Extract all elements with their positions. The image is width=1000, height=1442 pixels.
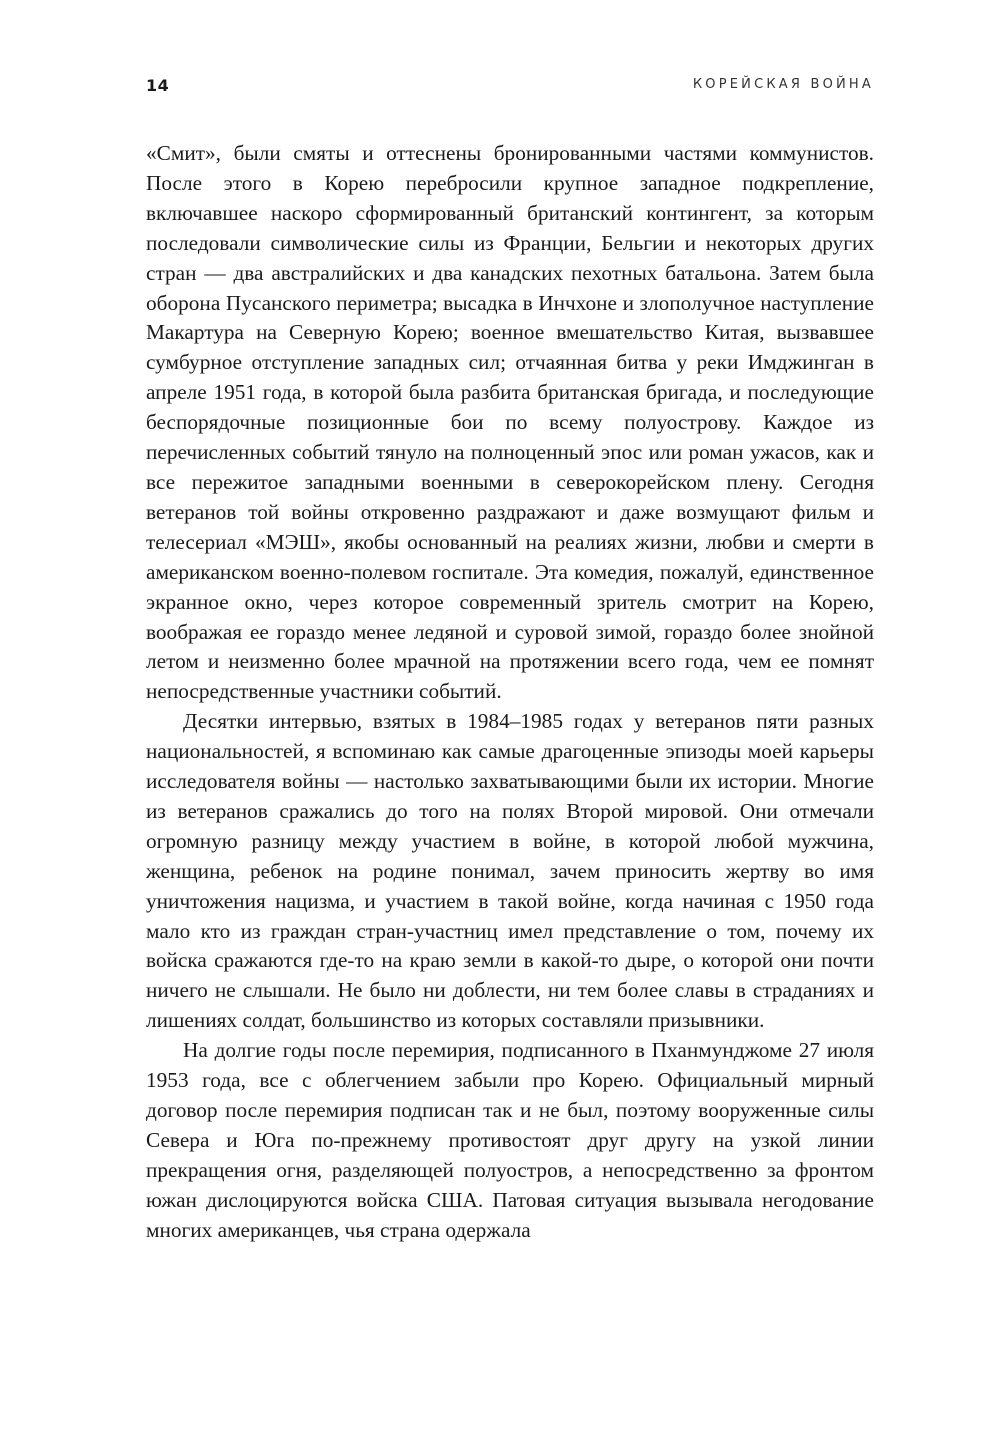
running-title: КОРЕЙСКАЯ ВОЙНА <box>692 77 874 92</box>
paragraph: На долгие годы после перемирия, подписанного в Пханмунджоме 27 июля 1953 года, все с облегчением забыли про Корею. Официальный мирный договор после перемирия подписан так и не был, поэтому вооруженные силы Севера и Юга по-прежнему противостоят друг другу на узкой линии прекращения огня, разделяющей полуостров, а непосредственно за фронтом южан дислоцируются войска США. Патовая ситуация вызывала негодование многих американцев, чья страна одержала <box>146 1038 874 1242</box>
paragraph-continuation: «Смит», были смяты и оттеснены бронированными частями коммунистов. После этого в Корею перебросили крупное западное подкрепление, включавшее наскоро сформированный британский контингент, за которым последовали символические силы из Франции, Бельгии и некоторых других стран — два австралийских и два канадских пехотных батальона. Затем была оборона Пусанского периметра; высадка в Инчхоне и злополучное наступление Макартура на Северную Корею; военное вмешательство Китая, вызвавшее сумбурное отступление западных сил; отчаянная битва у реки Имджинган в апреле 1951 года, в которой была разбита британская бригада, и последующие беспорядочные позиционные бои по всему полуострову. Каждое из перечисленных событий тянуло на полноценный эпос или роман ужасов, как и все пережитое западными военными в северокорейском плену. Сегодня ветеранов той войны откровенно раздражают и даже возмущают фильм и телесериал «МЭШ», якобы основанный на реалиях жизни, любви и смерти в американском военно-полевом госпитале. Эта комедия, пожалуй, единственное экранное окно, через которое современный зритель смотрит на Корею, воображая ее гораздо менее ледяной и суровой зимой, гораздо более знойной летом и неизменно более мрачной на протяжении всего года, чем ее помнят непосредственные участники событий. <box>146 141 874 704</box>
page-number: 14 <box>146 76 170 95</box>
body-text <box>146 139 874 1246</box>
paragraph: Десятки интервью, взятых в 1984–1985 годах у ветеранов пяти разных национальностей, я вспоминаю как самые драгоценные эпизоды моей карьеры исследователя войны — настолько захватывающими были их истории. Многие из ветеранов сражались до того на полях Второй мировой. Они отмечали огромную разницу между участием в войне, в которой любой мужчина, женщина, ребенок на родине понимал, зачем приносить жертву во имя уничтожения нацизма, и участием в такой войне, когда начиная с 1950 года мало кто из граждан стран-участниц имел представление о том, почему их войска сражаются где-то на краю земли в какой-то дыре, о которой они почти ничего не слышали. Не было ни доблести, ни тем более славы в страданиях и лишениях солдат, большинство из которых составляли призывники. <box>146 709 874 1033</box>
page-header <box>146 76 874 102</box>
